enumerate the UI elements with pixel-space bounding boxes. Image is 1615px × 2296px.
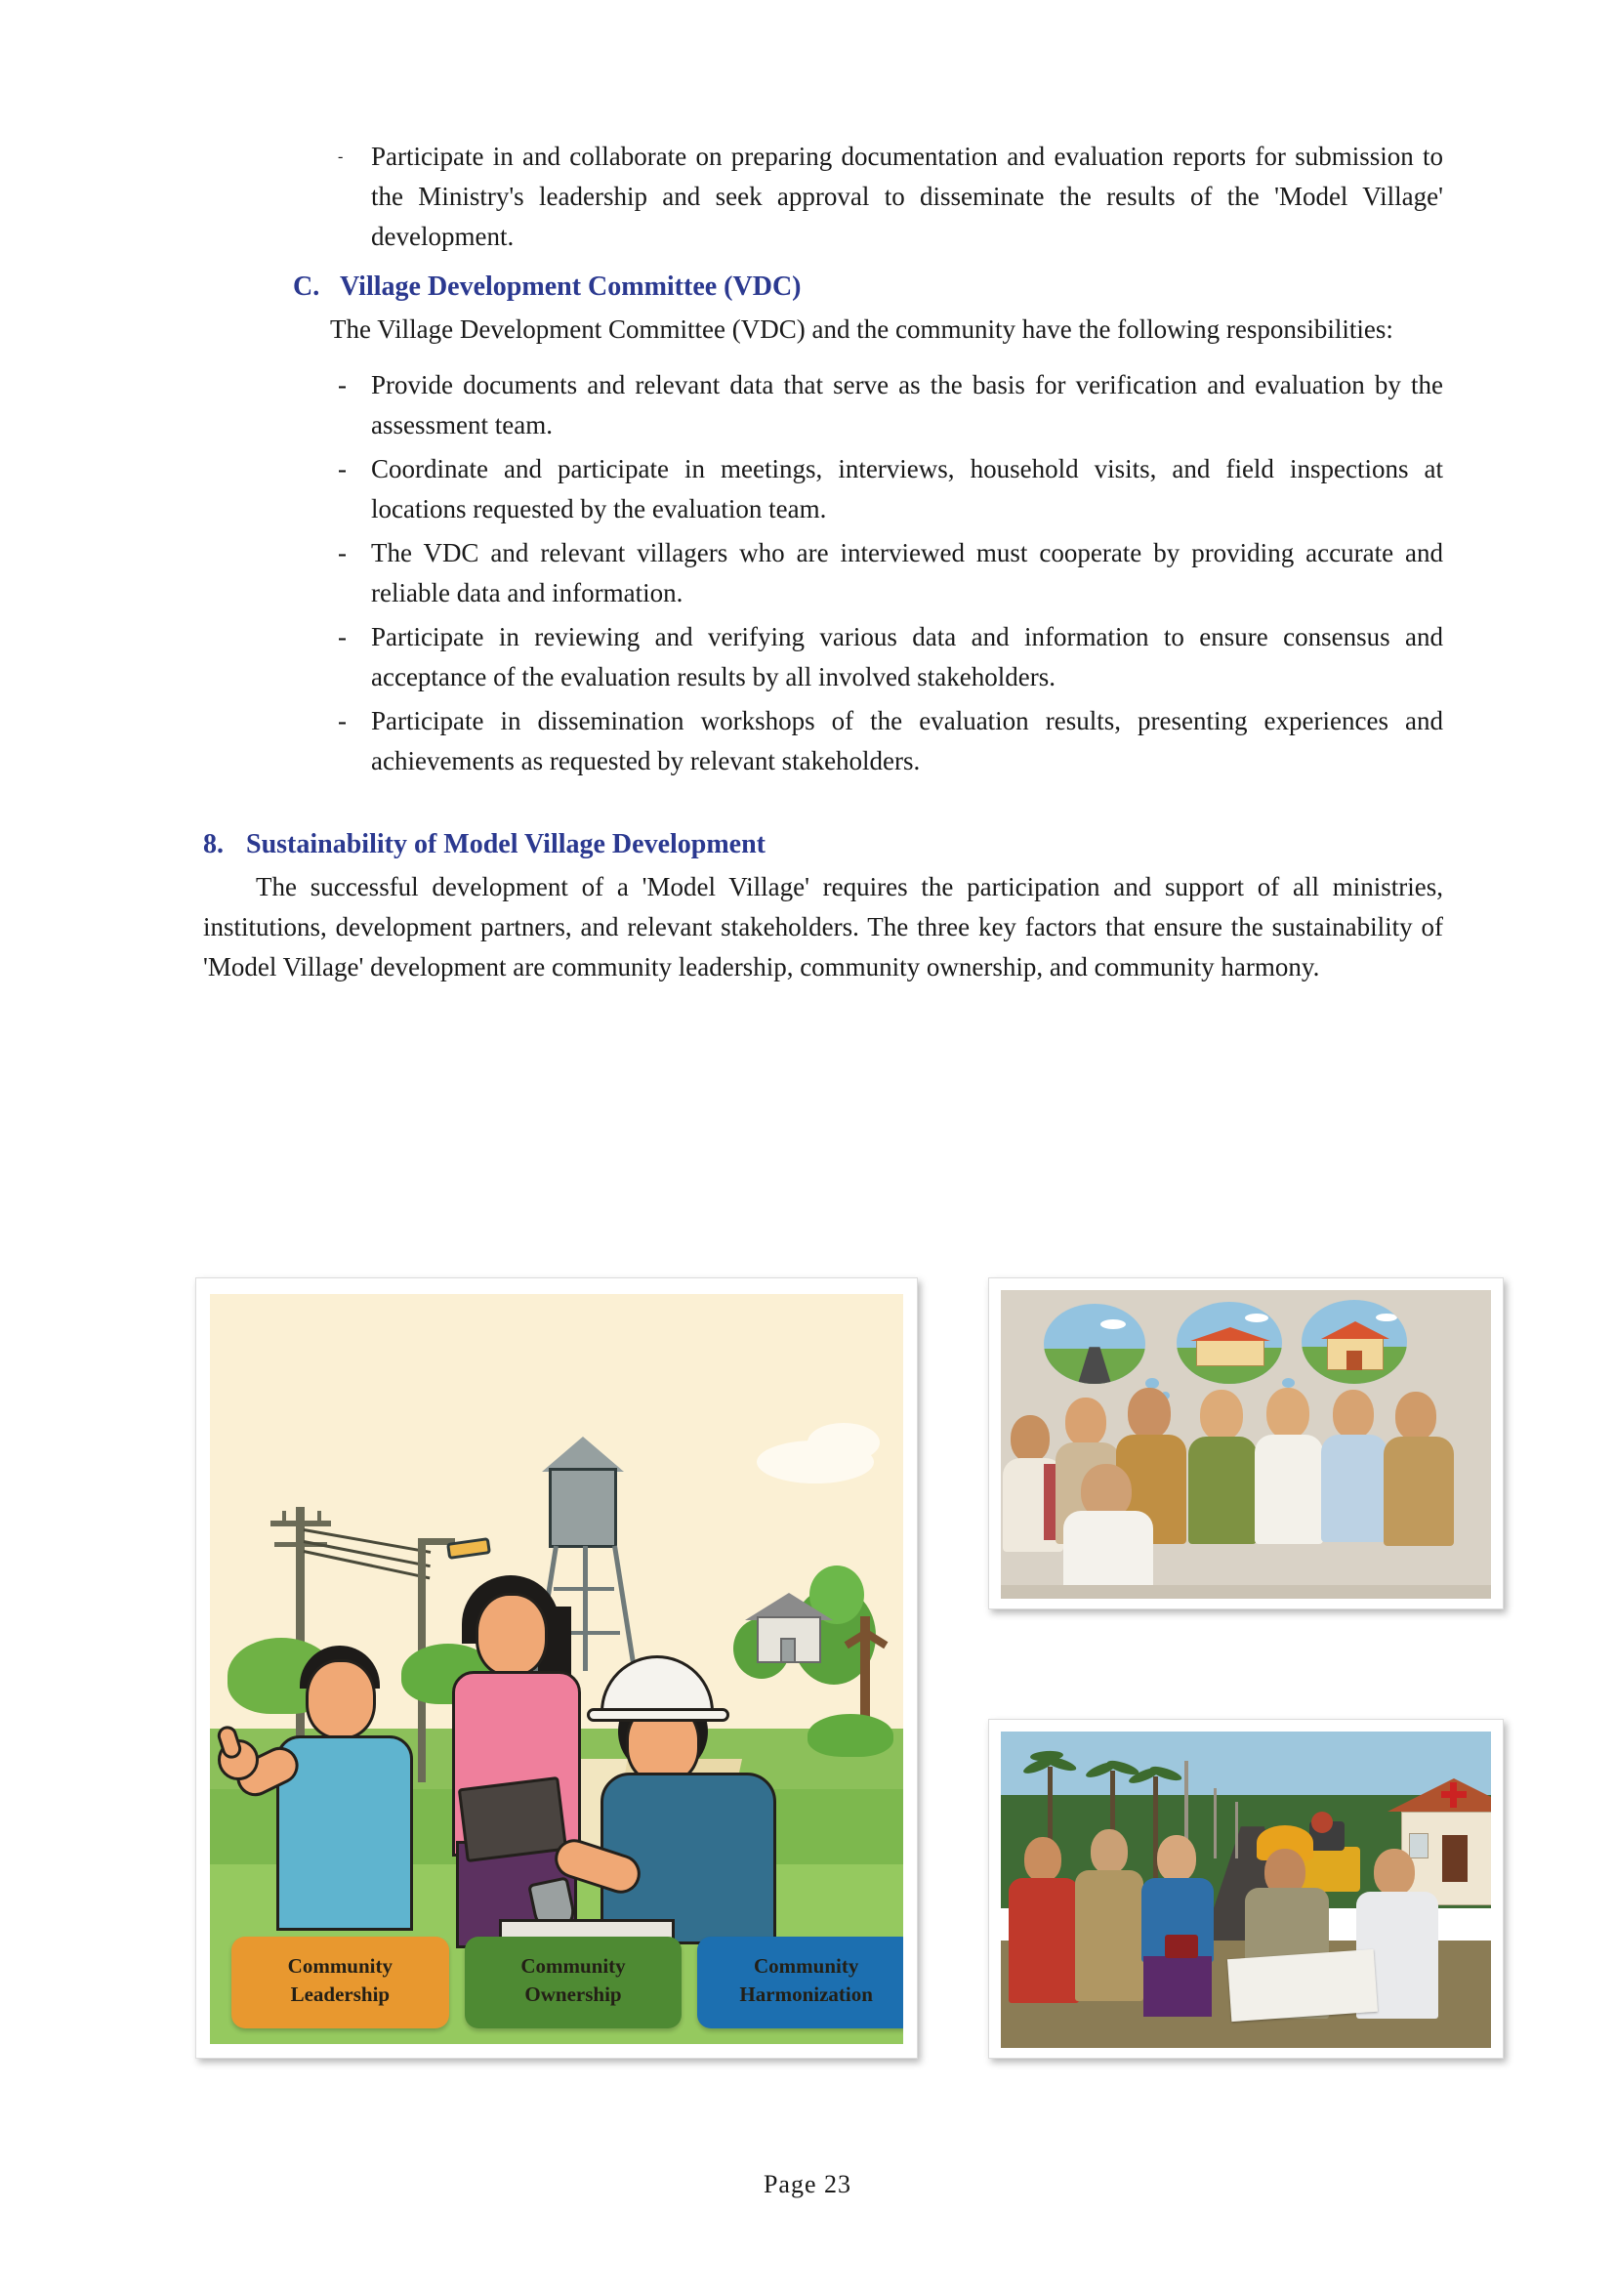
cloud-icon [808, 1423, 880, 1462]
label-community-harmonization [697, 1937, 903, 2028]
key-factor-labels [231, 1937, 903, 2028]
clinic-window [1409, 1833, 1429, 1858]
section-c-title: Village Development Committee (VDC) [340, 271, 802, 302]
list-item [203, 137, 1443, 257]
label-community-leadership [231, 1937, 449, 2028]
label-line-2: Harmonization [739, 1983, 873, 2006]
section-8-body: The successful development of a 'Model Village' requires the participation and support of all ministries, institutions, development partners, and relevant stakeholders. The three key factors that ensure the sustainability of 'Model Village' development are community leadership, community ownership, and community harmony. [203, 872, 1443, 981]
list-item-text: Participate in dissemination workshops of the evaluation results, presenting experiences and achievements as requested by relevant stakeholders. [371, 706, 1443, 775]
bullet-marker: - [338, 148, 344, 165]
community-meeting-photo [1001, 1290, 1491, 1599]
illustration-panel [195, 1277, 918, 2059]
page-footer: Page 23 [763, 2170, 852, 2198]
section-8-number: 8. [203, 829, 224, 859]
power-pole-icon [1235, 1802, 1238, 1858]
list-item-text: Provide documents and relevant data that serve as the basis for verification and evaluation by the assessment team. [371, 370, 1443, 439]
bubble-tail [1282, 1378, 1295, 1388]
label-line-2: Leadership [290, 1983, 391, 2006]
list-item-text: Coordinate and participate in meetings, interviews, household visits, and field inspections at locations requested by the evaluation team. [371, 454, 1443, 523]
helmet-brim-icon [587, 1708, 729, 1722]
bullet-marker: - [338, 538, 347, 567]
section-heading-c [203, 267, 1443, 308]
list-item [203, 449, 1443, 529]
bullet-marker: - [338, 454, 347, 483]
notebook-icon [1165, 1935, 1198, 1958]
section-c-intro: The Village Development Committee (VDC) and the community have the following responsibilities: [330, 314, 1393, 344]
bush-icon [808, 1714, 893, 1757]
list-item-text: The VDC and relevant villagers who are interviewed must cooperate by providing accurate and reliable data and information. [371, 538, 1443, 607]
sustainability-figure [195, 1277, 1504, 2059]
list-item [203, 533, 1443, 613]
clipboard-icon [458, 1776, 567, 1862]
label-line-1: Community [754, 1954, 859, 1978]
list-item-text: Participate in and collaborate on preparing documentation and evaluation reports for submission to the Ministry's leadership and seek approval to disseminate the results of the 'Model Village' development. [371, 142, 1443, 251]
list-item [203, 617, 1443, 697]
label-line-2: Ownership [524, 1983, 622, 2006]
clinic-door [1442, 1835, 1468, 1882]
roller-operator [1311, 1812, 1333, 1833]
list-item-text: Participate in reviewing and verifying various data and information to ensure consensus and acceptance of the evaluation results by all involved stakeholders. [371, 622, 1443, 691]
community-meeting-panel [988, 1277, 1504, 1609]
floor [1001, 1585, 1491, 1599]
bullet-marker: - [338, 622, 347, 651]
section-c-number: C. [293, 271, 320, 302]
label-line-1: Community [520, 1954, 626, 1978]
power-pole-icon [1214, 1788, 1217, 1858]
list-item [203, 365, 1443, 445]
spacer [203, 352, 1443, 365]
road-consultation-photo [1001, 1732, 1491, 2048]
page-content [203, 137, 1443, 989]
thought-bubble-house-icon [1302, 1300, 1407, 1384]
blueprint-icon [1227, 1949, 1378, 2022]
skirt [1143, 1956, 1212, 2017]
label-line-1: Community [287, 1954, 393, 1978]
thought-bubble-road-icon [1044, 1304, 1145, 1384]
bullet-marker: - [338, 706, 347, 735]
road-consultation-panel [988, 1719, 1504, 2059]
label-community-ownership [465, 1937, 683, 2028]
list-item [203, 701, 1443, 781]
section-8-title: Sustainability of Model Village Development [246, 829, 766, 859]
thought-bubble-school-icon [1177, 1302, 1282, 1384]
bullet-marker: - [338, 370, 347, 399]
village-illustration [210, 1294, 903, 2044]
section-heading-8 [203, 824, 1443, 865]
